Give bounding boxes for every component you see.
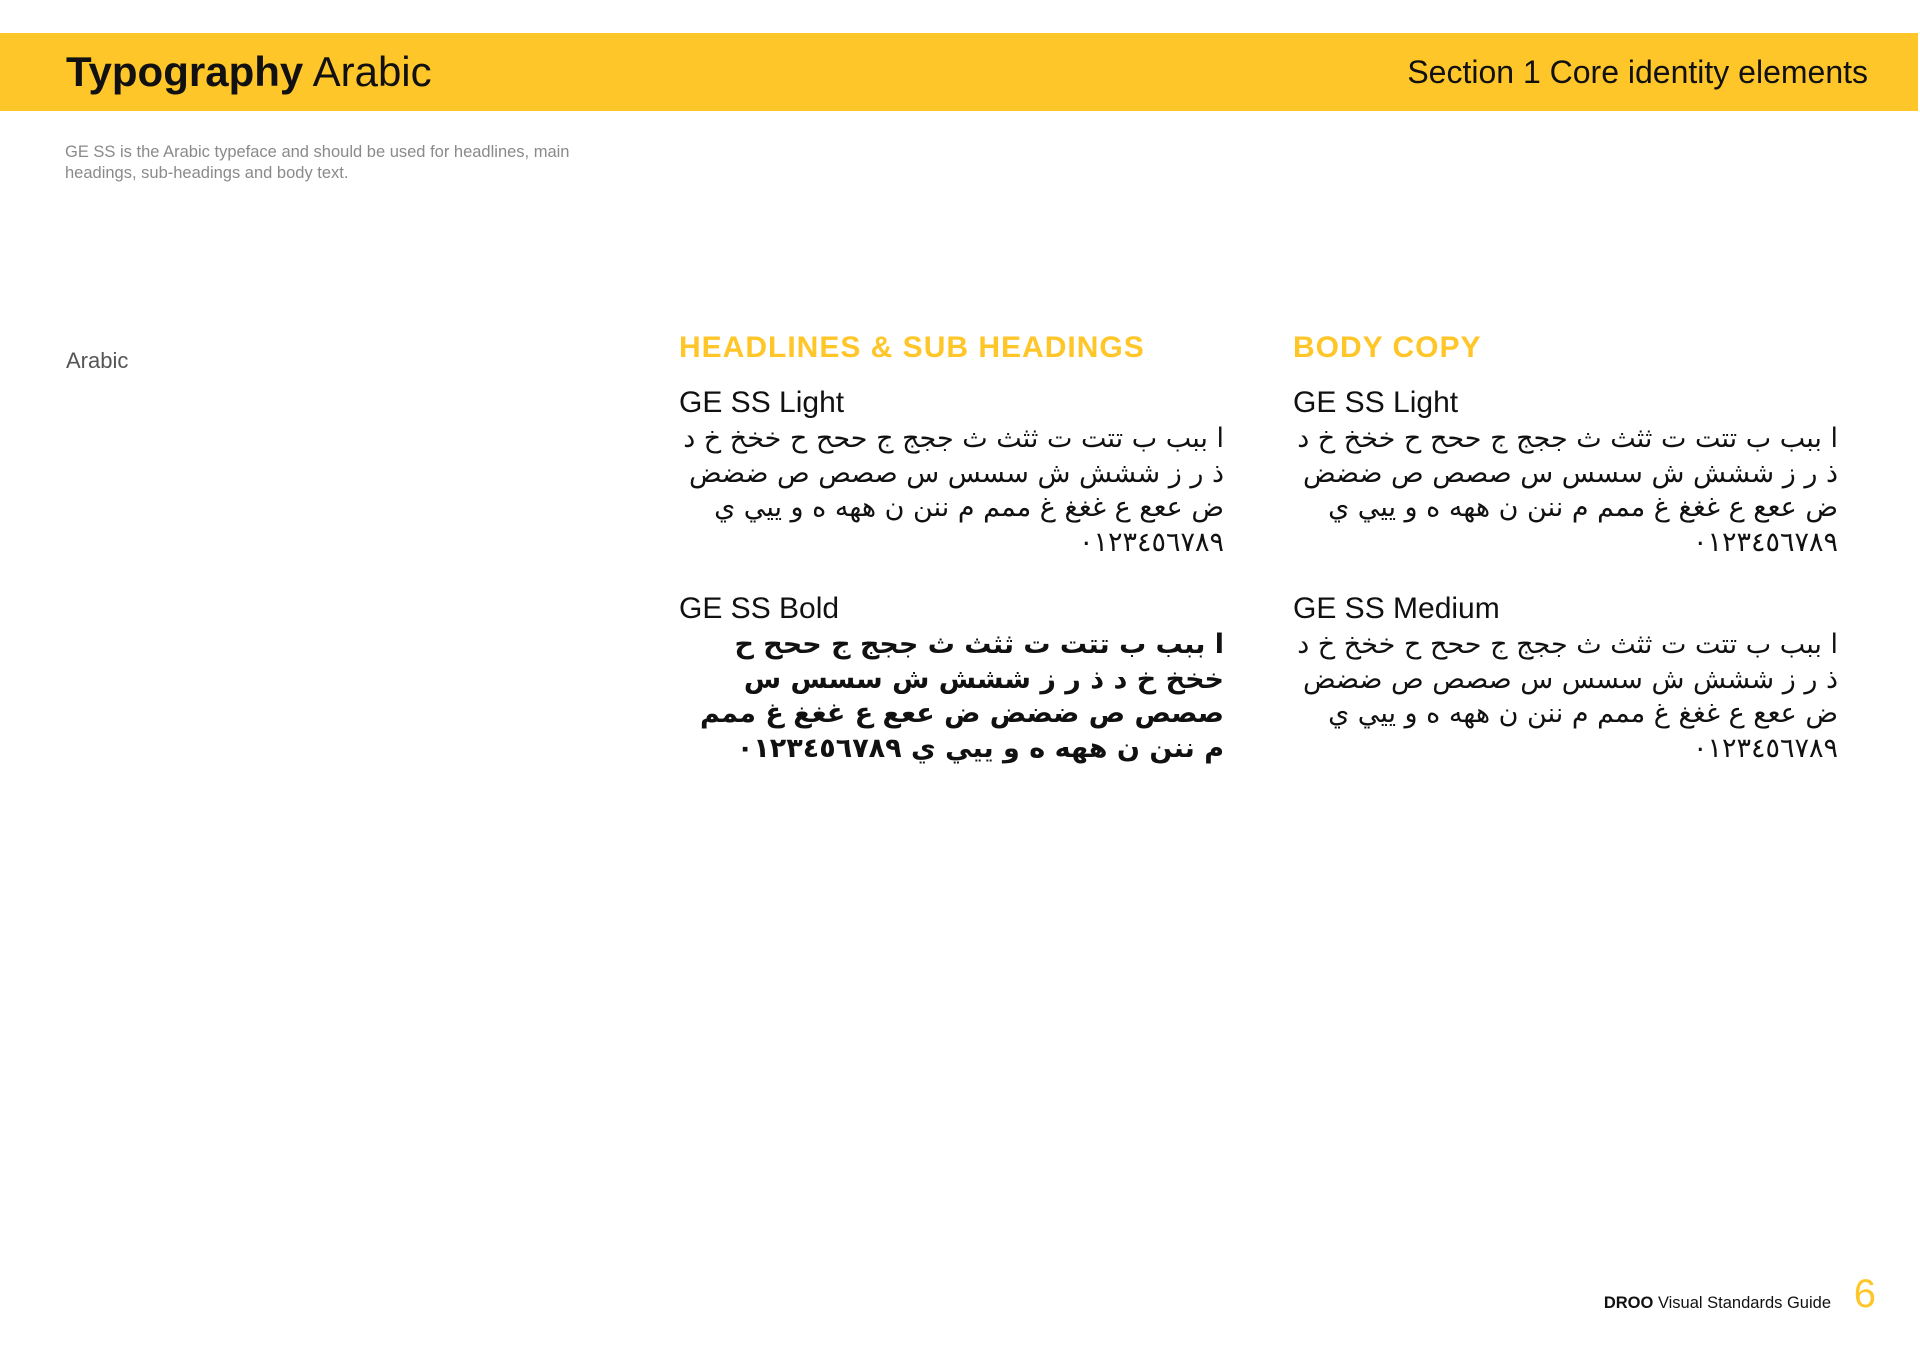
column-heading: BODY COPY bbox=[1293, 331, 1482, 364]
arabic-sample: ا ببب ب تتت ت ثثث ث ججج ج ححح ح خخخ خ د ذ ر ز ششش ش سسس س صصص ص ضضض ض ععع ع غغغ غ ممم م ننن ن ههه ه و ييي ي ٠١٢٣٤٥٦٧٨٩ bbox=[699, 629, 1224, 764]
font-sample-block bbox=[1293, 384, 1838, 560]
arabic-sample: ا ببب ب تتت ت ثثث ث ججج ج ححح ح خخخ خ د ذ ر ز ششش ش سسس س صصص ص ضضض ض ععع ع غغغ غ ممم م ننن ن ههه ه و ييي ي ٠١٢٣٤٥٦٧٨٩ bbox=[1297, 423, 1838, 558]
arabic-sample: ا ببب ب تتت ت ثثث ث ججج ج ححح ح خخخ خ د ذ ر ز ششش ش سسس س صصص ص ضضض ض ععع ع غغغ غ ممم م ننن ن ههه ه و ييي ي ٠١٢٣٤٥٦٧٨٩ bbox=[683, 423, 1224, 558]
footer-label bbox=[1604, 1294, 1831, 1313]
column-heading: HEADLINES & SUB HEADINGS bbox=[679, 331, 1145, 364]
font-name: GE SS Medium bbox=[1293, 592, 1500, 625]
font-sample-block bbox=[679, 590, 1224, 766]
section-label: Section 1 Core identity elements bbox=[1407, 54, 1868, 90]
headlines-column bbox=[679, 326, 1224, 766]
page-number: 6 bbox=[1853, 1272, 1876, 1316]
footer-guide: Visual Standards Guide bbox=[1657, 1294, 1831, 1312]
footer-brand: DROO bbox=[1603, 1294, 1654, 1312]
intro-text: GE SS is the Arabic typeface and should be used for headlines, main headings, sub-headings and body text. bbox=[65, 143, 570, 182]
font-name: GE SS Light bbox=[679, 386, 845, 419]
body-copy-column bbox=[1293, 326, 1838, 766]
page-title-main: Typography bbox=[66, 48, 304, 95]
arabic-sample: ا ببب ب تتت ت ثثث ث ججج ج ححح ح خخخ خ د ذ ر ز ششش ش سسس س صصص ص ضضض ض ععع ع غغغ غ ممم م ننن ن ههه ه و ييي ي ٠١٢٣٤٥٦٧٨٩ bbox=[1297, 629, 1838, 764]
font-sample-block bbox=[1293, 590, 1838, 766]
side-label: Arabic bbox=[66, 348, 129, 373]
font-name: GE SS Light bbox=[1293, 386, 1459, 419]
header-banner bbox=[0, 33, 1918, 111]
page-title-sub: Arabic bbox=[312, 48, 432, 95]
font-name: GE SS Bold bbox=[679, 592, 840, 625]
font-sample-block bbox=[679, 384, 1224, 560]
page-title bbox=[66, 47, 432, 97]
